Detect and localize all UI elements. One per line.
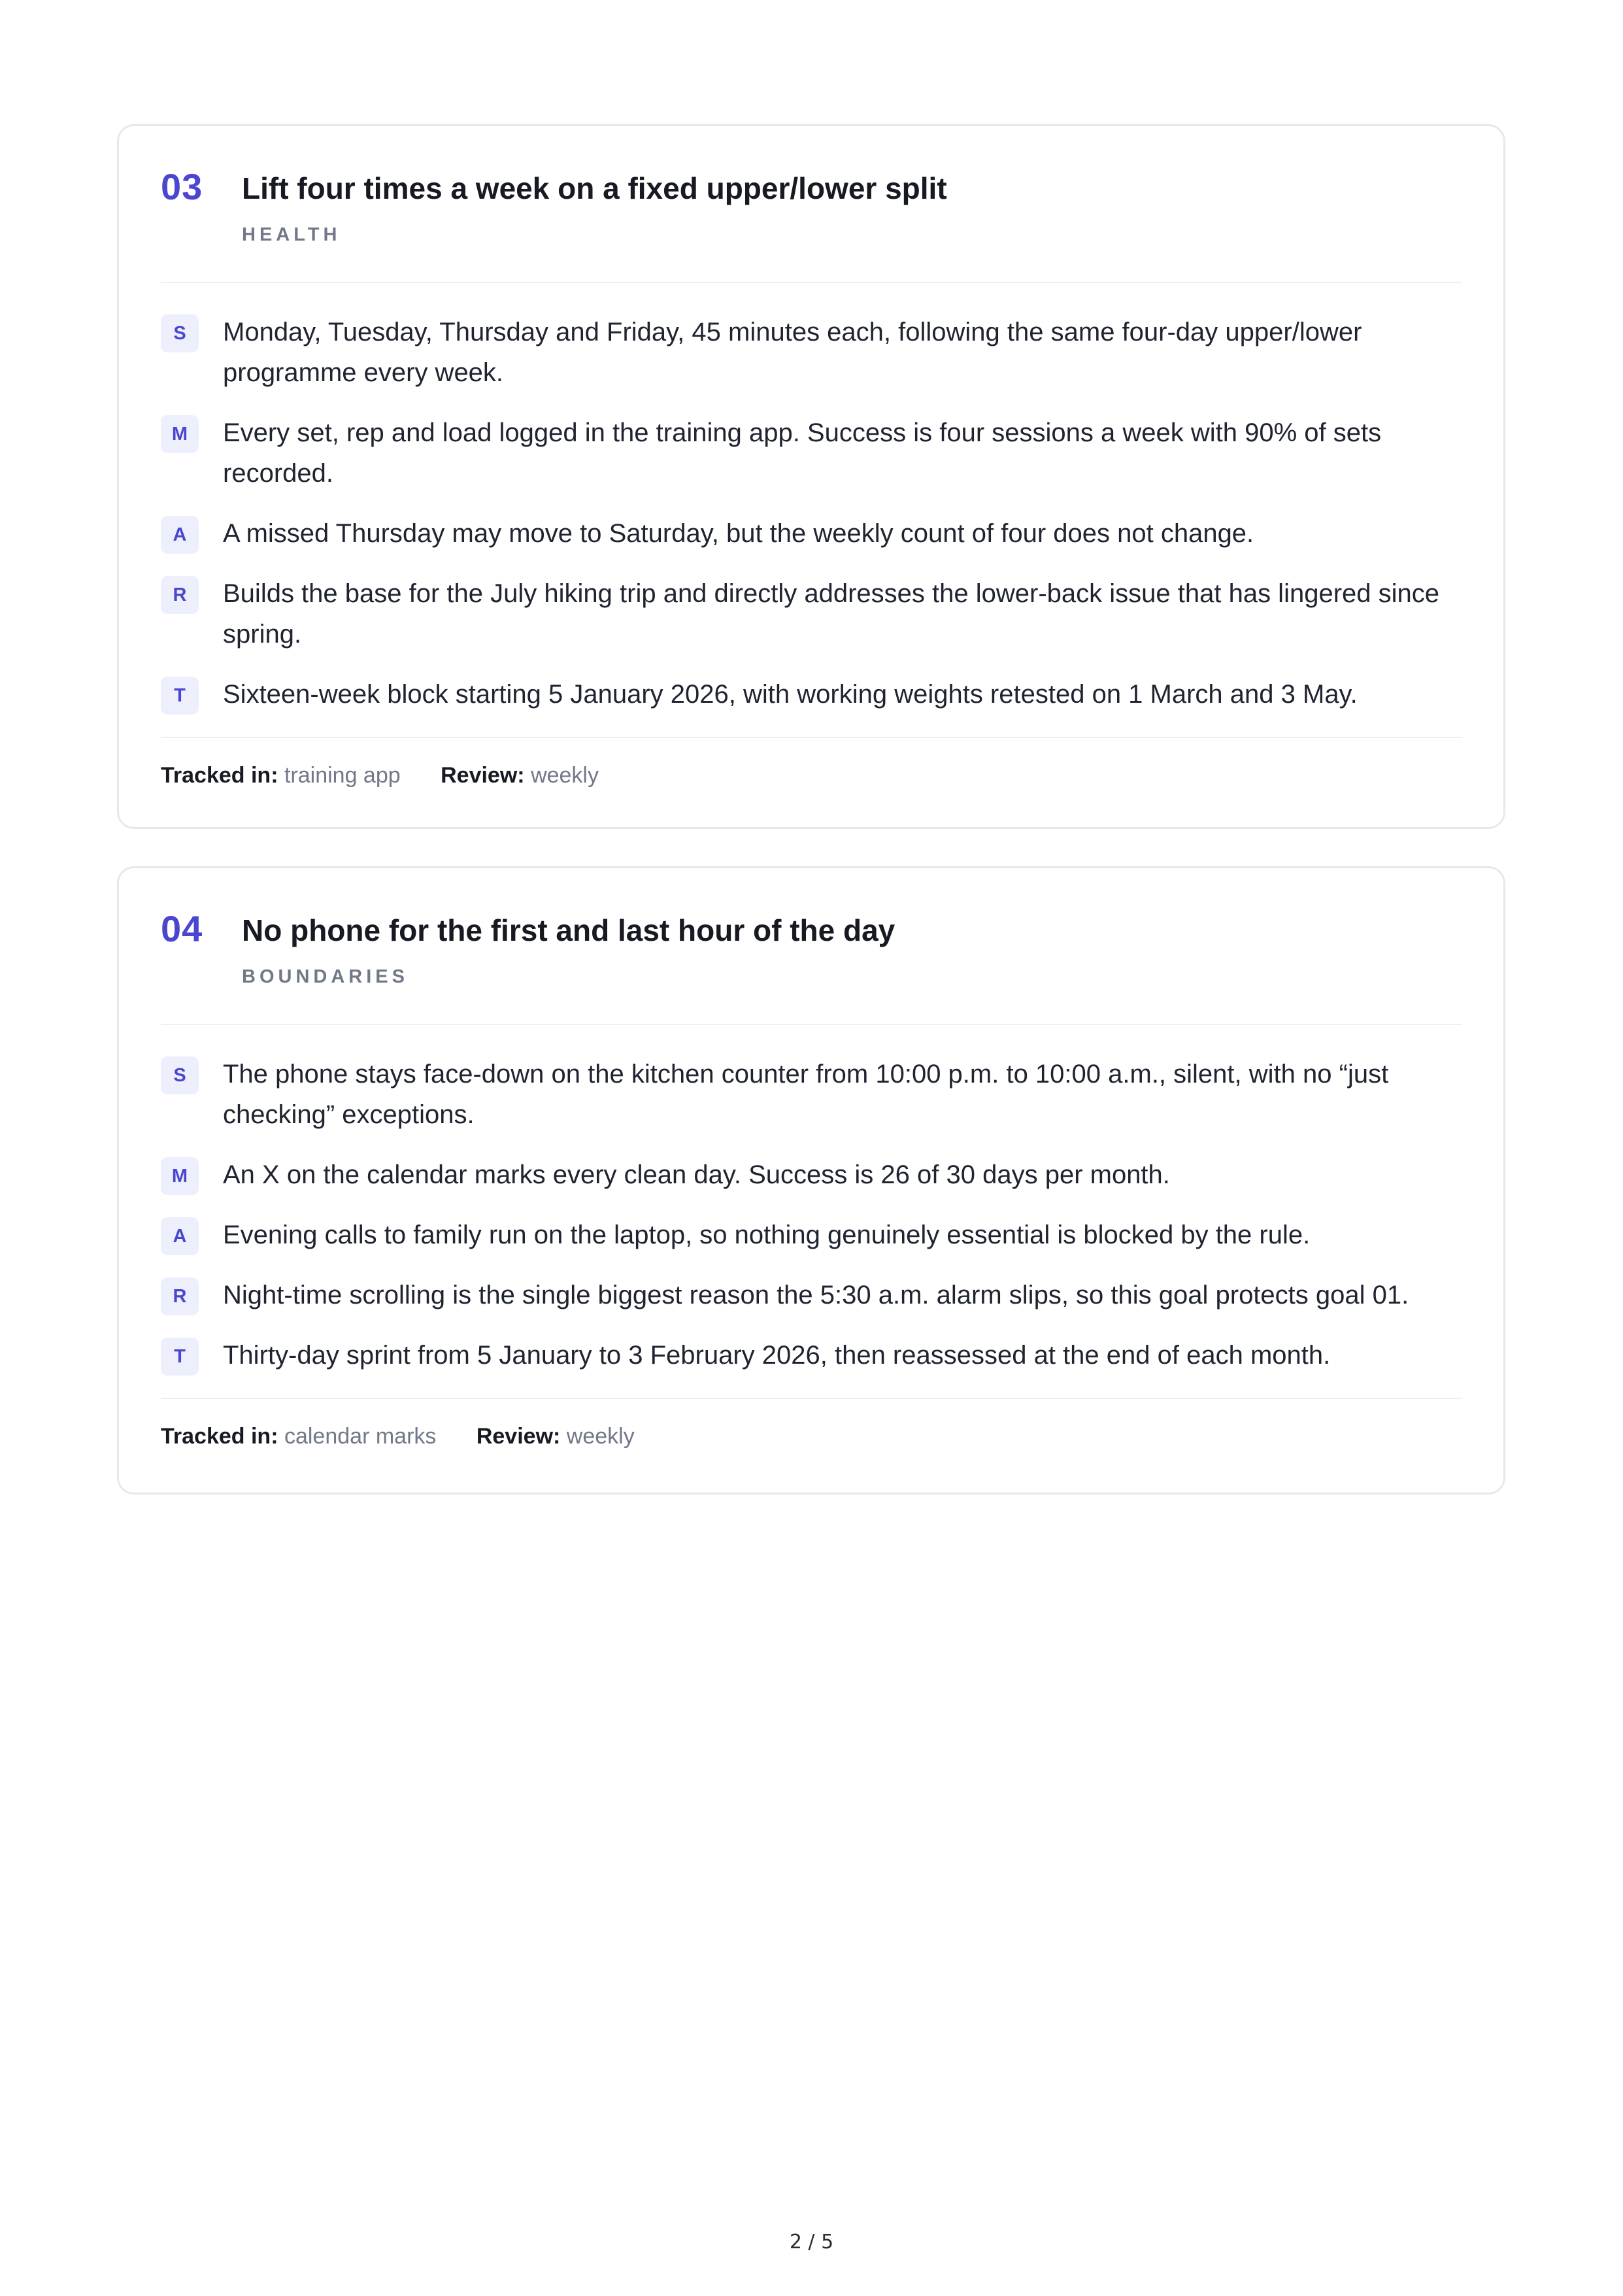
review-value: weekly (566, 1424, 635, 1449)
smart-item-achievable (161, 513, 1462, 554)
goal-title: Lift four times a week on a fixed upper/lower split (242, 171, 947, 205)
review-label: Review: (441, 763, 525, 788)
smart-letter-badge: A (161, 1217, 199, 1255)
tracked-in-group (161, 1424, 436, 1449)
tracked-in-value: calendar marks (284, 1424, 437, 1449)
review-label: Review: (476, 1424, 561, 1449)
smart-criteria-list (161, 1025, 1462, 1399)
smart-text: Night-time scrolling is the single biggest reason the 5:30 a.m. alarm slips, so this goal protects goal 01. (223, 1281, 1409, 1309)
tracked-in-label: Tracked in: (161, 763, 278, 788)
smart-item-time-bound (161, 674, 1462, 715)
goal-header (161, 868, 1462, 1025)
smart-text: Every set, rep and load logged in the training app. Success is four sessions a week with 90% of sets recorded. (223, 418, 1382, 488)
smart-letter-badge: R (161, 1277, 199, 1315)
review-group (441, 763, 599, 788)
smart-criteria-list (161, 283, 1462, 738)
goal-card (117, 866, 1505, 1494)
smart-letter-badge: T (161, 1338, 199, 1376)
tracked-in-group (161, 763, 401, 788)
goal-footer (161, 1399, 1462, 1449)
goal-category: HEALTH (242, 224, 341, 245)
goal-title: No phone for the first and last hour of the day (242, 913, 895, 947)
smart-text: An X on the calendar marks every clean day. Success is 26 of 30 days per month. (223, 1160, 1170, 1189)
smart-letter-badge: M (161, 1157, 199, 1195)
smart-item-time-bound (161, 1335, 1462, 1376)
goal-footer (161, 738, 1462, 788)
smart-text: A missed Thursday may move to Saturday, but the weekly count of four does not change. (223, 519, 1254, 548)
smart-letter-badge: M (161, 415, 199, 453)
goal-header (161, 126, 1462, 283)
review-group (477, 1424, 635, 1449)
smart-letter-badge: R (161, 576, 199, 614)
smart-text: Monday, Tuesday, Thursday and Friday, 45 minutes each, following the same four-day upper/lower programme every week. (223, 318, 1362, 387)
smart-text: Sixteen-week block starting 5 January 2026, with working weights retested on 1 March and 3 May. (223, 680, 1358, 709)
goal-number: 04 (161, 908, 203, 949)
page-indicator: 2 / 5 (789, 2231, 834, 2254)
smart-letter-badge: S (161, 1056, 199, 1094)
goal-card (117, 124, 1505, 829)
smart-text: Thirty-day sprint from 5 January to 3 February 2026, then reassessed at the end of each month. (223, 1341, 1331, 1370)
goal-category: BOUNDARIES (242, 966, 409, 987)
tracked-in-value: training app (284, 763, 401, 788)
tracked-in-label: Tracked in: (161, 1424, 278, 1449)
smart-item-relevant (161, 573, 1462, 654)
smart-item-relevant (161, 1275, 1462, 1315)
smart-letter-badge: S (161, 314, 199, 352)
smart-item-specific (161, 312, 1462, 393)
smart-letter-badge: T (161, 677, 199, 715)
smart-text: Evening calls to family run on the laptop, so nothing genuinely essential is blocked by the rule. (223, 1221, 1311, 1249)
smart-item-achievable (161, 1215, 1462, 1255)
smart-item-specific (161, 1054, 1462, 1135)
smart-text: The phone stays face-down on the kitchen counter from 10:00 p.m. to 10:00 a.m., silent, with no “just checking” exceptions. (223, 1060, 1389, 1129)
smart-letter-badge: A (161, 516, 199, 554)
smart-text: Builds the base for the July hiking trip and directly addresses the lower-back issue that has lingered since spring. (223, 579, 1439, 649)
smart-item-measurable (161, 1155, 1462, 1195)
smart-item-measurable (161, 413, 1462, 494)
goal-number: 03 (161, 166, 203, 207)
review-value: weekly (531, 763, 599, 788)
